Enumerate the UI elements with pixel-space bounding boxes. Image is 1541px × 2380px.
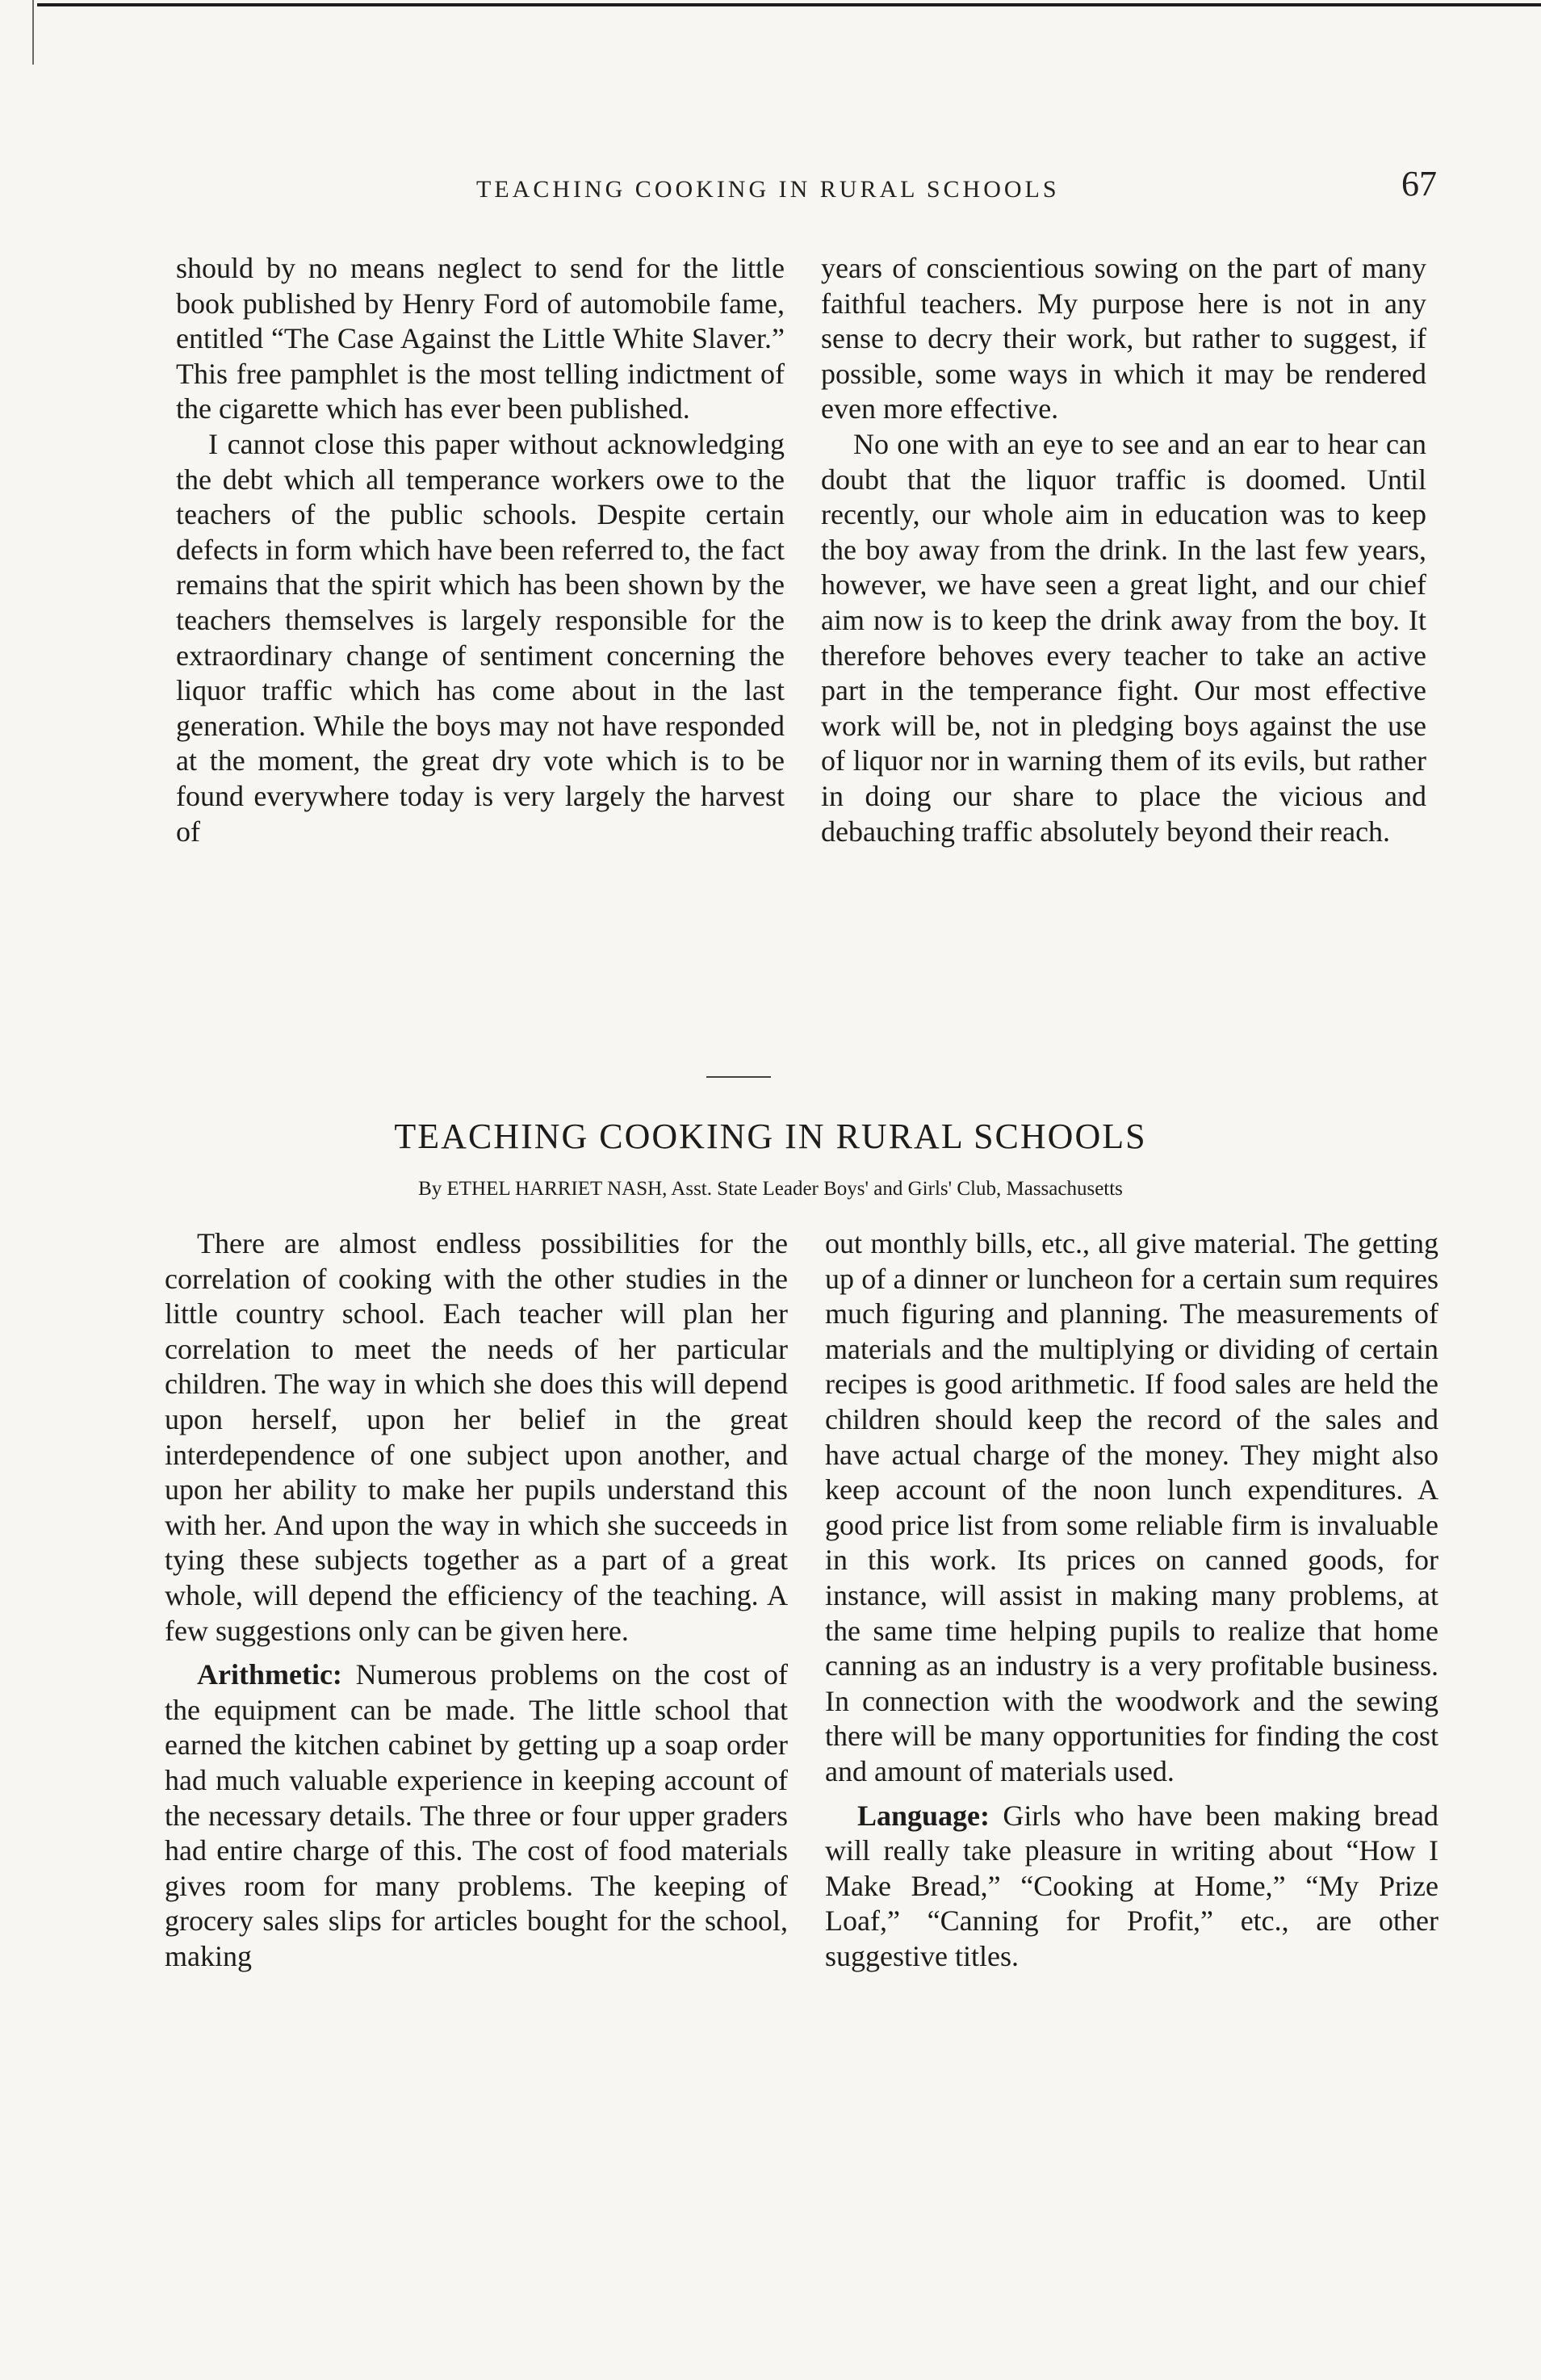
author-affiliation: Asst. State Leader Boys' and Girls' Club, Massachusetts — [671, 1178, 1123, 1200]
paragraph-text: There are almost endless possibilities for the correlation of cooking with the other studies in the little country school. Each teacher will plan her correlation to meet the needs of her particular children. The way in which she does this will depend upon herself, upon her belief in the great interdependence of one subject upon another, and upon her ability to make her pupils understand this with her. And upon the way in which she succeeds in tying these subjects together as a part of a great whole, will depend the efficiency of the teaching. A few suggestions only can be given here. — [165, 1227, 788, 1647]
paragraph — [165, 1657, 788, 1974]
run-in-heading: Language: — [857, 1799, 990, 1832]
paragraph — [165, 1226, 788, 1649]
left-edge-rule — [32, 0, 34, 65]
byline-prefix: By — [418, 1178, 442, 1200]
previous-article-left-column — [176, 251, 785, 849]
article-right-column — [825, 1226, 1438, 1974]
section-divider — [706, 1076, 771, 1078]
previous-article-right-column — [821, 251, 1426, 849]
page-number: 67 — [1401, 164, 1437, 203]
paragraph: I cannot close this paper without acknowledging the debt which all temperance workers owe to the teachers of the public schools. Despite certain defects in form which have been referred to, the fact remains that the spirit which has been shown by the teachers themselves is largely responsible for the extraordinary change of sentiment concerning the liquor traffic which has come about in the last generation. While the boys may not have responded at the moment, the great dry vote which is to be found everywhere today is very largely the harvest of — [176, 427, 785, 848]
paragraph — [825, 1799, 1438, 1975]
author-name: ETHEL HARRIET NASH, — [446, 1178, 668, 1200]
paragraph — [825, 1226, 1438, 1790]
top-edge-rule — [37, 3, 1541, 6]
paragraph: should by no means neglect to send for the little book published by Henry Ford of automobile fame, entitled “The Case Against the Little White Slaver.” This free pamphlet is the most telling indictment of the cigarette which has ever been published. — [176, 252, 785, 425]
article-left-column — [165, 1226, 788, 1974]
byline — [0, 1178, 1541, 1200]
paragraph: No one with an eye to see and an ear to hear can doubt that the liquor traffic is doomed. Until recently, our whole aim in education was to keep the boy away from the drink. In the last few years, however, we have seen a great light, and our chief aim now is to keep the drink away from the boy. It therefore behoves every teacher to take an active part in the temperance fight. Our most effective work will be, not in pledging boys against the use of liquor nor in warning them of its evils, but rather in doing our share to place the vicious and debauching traffic absolutely beyond their reach. — [821, 427, 1426, 848]
paragraph-text: Numerous problems on the cost of the equipment can be made. The little school that earned the kitchen cabinet by getting up a soap order had much valuable experience in keeping account of the necessary details. The three or four upper graders had entire charge of this. The cost of food materials gives room for many problems. The keeping of grocery sales slips for articles bought for the school, making — [165, 1658, 788, 1972]
paragraph-text: out monthly bills, etc., all give material. The getting up of a dinner or luncheon for a certain sum requires much figuring and planning. The measurements of materials and the multiplying or dividing of certain recipes is good arithmetic. If food sales are held the children should keep the record of the sales and have actual charge of the money. They might also keep account of the noon lunch expenditures. A good price list from some reliable firm is invaluable in this work. Its prices on canned goods, for instance, will assist in making many problems, at the same time helping pupils to realize that home canning as an industry is a very profitable business. In connection with the woodwork and the sewing there will be many opportunities for finding the cost and amount of materials used. — [825, 1227, 1438, 1787]
paragraph-text: Girls who have been making bread will really take pleasure in writing about “How I Make Bread,” “Cooking at Home,” “My Prize Loaf,” “Canning for Profit,” etc., are other suggestive titles. — [825, 1799, 1438, 1972]
run-in-heading: Arithmetic: — [197, 1658, 342, 1691]
running-head: TEACHING COOKING IN RURAL SCHOOLS — [476, 176, 1060, 203]
paragraph: years of conscientious sowing on the part of many faithful teachers. My purpose here is not in any sense to decry their work, but rather to suggest, if possible, some ways in which it may be rendered even more effective. — [821, 252, 1426, 425]
article-title: TEACHING COOKING IN RURAL SCHOOLS — [394, 1117, 1147, 1156]
